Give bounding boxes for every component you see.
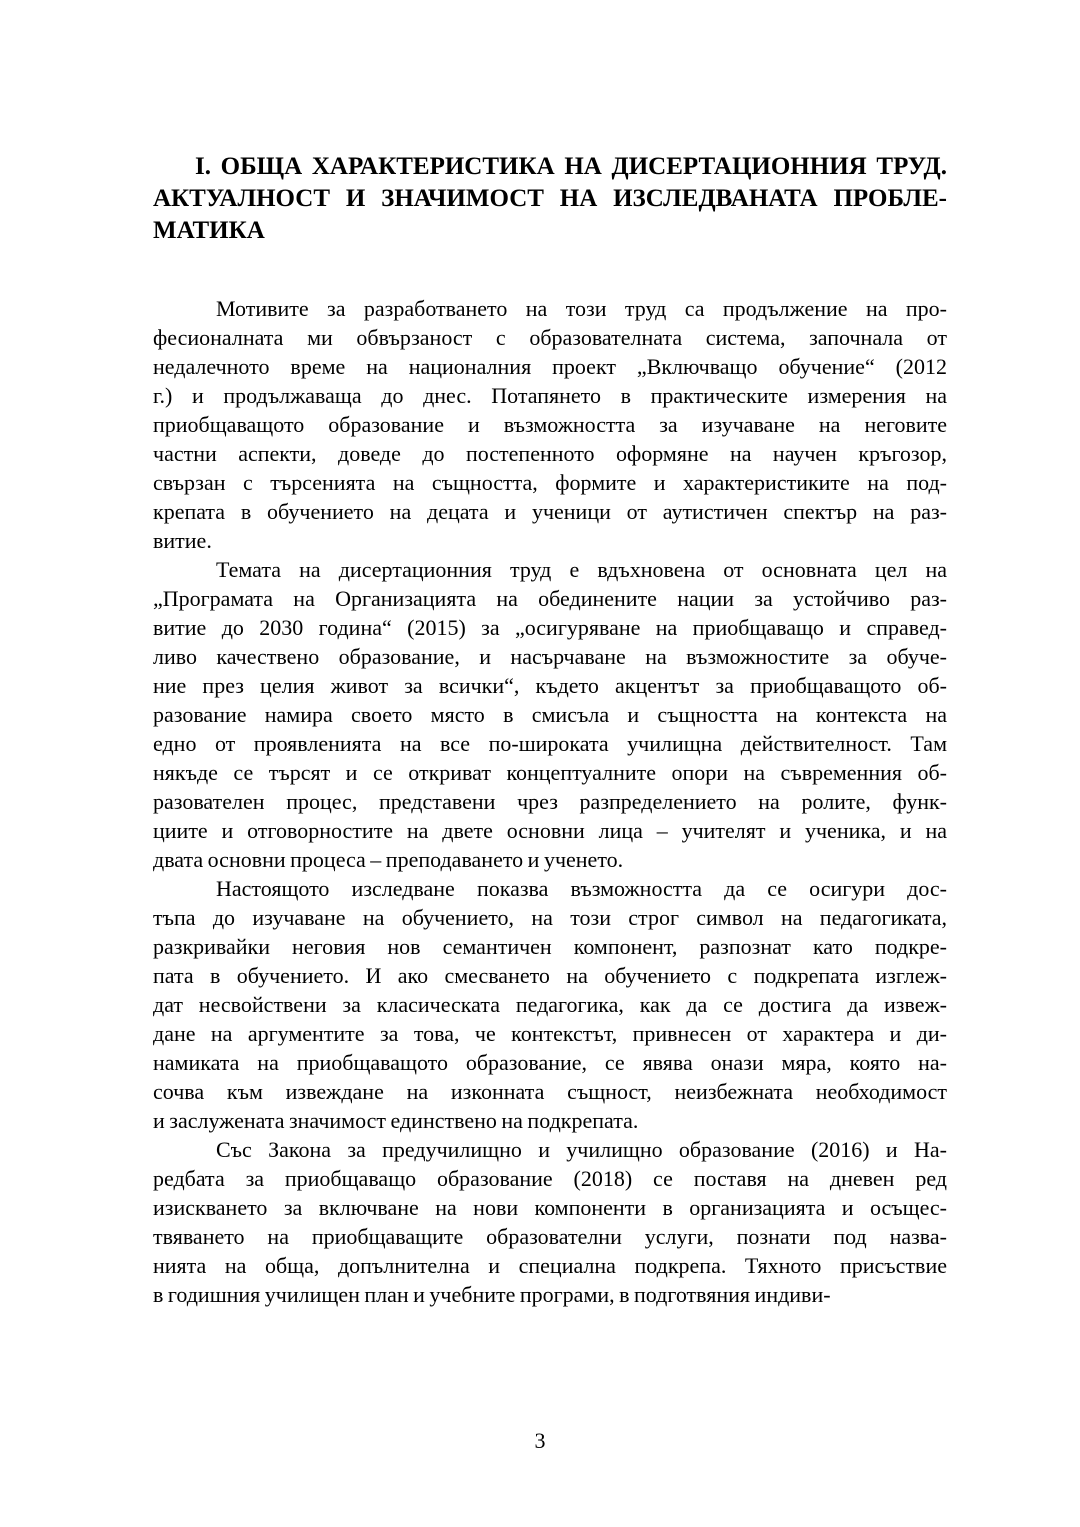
text-line: изискването за включване на нови компоненти в организацията и осъщес- <box>153 1195 947 1220</box>
text-line: г.) и продължаваща до днес. Потапянето в практическите измерения на <box>153 383 947 408</box>
text-line: витие до 2030 година“ (2015) за „осигуряване на приобщаващо и справед- <box>153 615 947 640</box>
text-line: дат несвойствени за класическата педагогика, как да се достига да извеж- <box>153 992 947 1017</box>
text-line: намиката на приобщаващото образование, се явява онази мяра, която на- <box>153 1050 947 1075</box>
text-line: „Програмата на Организацията на обединените нации за устойчиво раз- <box>153 586 947 611</box>
text-line: твяването на приобщаващите образователни услуги, познати под назва- <box>153 1224 947 1249</box>
text-line: крепата в обучението на децата и ученици от аутистичен спектър на раз- <box>153 499 947 524</box>
text-line: Настоящото изследване показва възможността да се осигури дос- <box>216 876 947 901</box>
text-line: тъпа до изучаване на обучението, на този строг символ на педагогиката, <box>153 905 947 930</box>
text-line: свързан с търсенията на същността, формите и характеристиките на под- <box>153 470 947 495</box>
text-line: разкривайки неговия нов семантичен компонент, разпознат като подкре- <box>153 934 947 959</box>
text-block <box>153 151 947 1309</box>
text-line: частни аспекти, доведе до постепенното оформяне на научен кръгозор, <box>153 441 947 466</box>
text-line: пата в обучението. И ако смесването на обучението с подкрепата изглеж- <box>153 963 947 988</box>
text-line: I. ОБЩА ХАРАКТЕРИСТИКА НА ДИСЕРТАЦИОННИЯ ТРУД. <box>195 153 947 180</box>
text-line: циите и отговорностите на двете основни лица – учителят и ученика, и на <box>153 818 947 843</box>
paragraph <box>153 874 947 1135</box>
body-paragraphs <box>153 294 947 1309</box>
paragraph <box>153 294 947 555</box>
text-line: разователен процес, представени чрез разпределението на ролите, функ- <box>153 789 947 814</box>
text-line: някъде се търсят и се откриват концептуалните опори на съвременния об- <box>153 760 947 785</box>
text-line: в годишния училищен план и учебните програми, в подготвяния индиви- <box>153 1282 831 1307</box>
chapter-heading <box>153 151 947 247</box>
text-line: нията на обща, допълнителна и специална подкрепа. Тяхното присъствие <box>153 1253 947 1278</box>
text-line: ливо качествено образование, и насърчаване на възможностите за обуче- <box>153 644 947 669</box>
text-line: Мотивите за разработването на този труд са продължение на про- <box>216 296 947 321</box>
text-line: разование намира своето място в смисъла и същността на контекста на <box>153 702 947 727</box>
paragraph <box>153 555 947 874</box>
paragraph <box>153 1135 947 1309</box>
text-line: и заслужената значимост единствено на подкрепата. <box>153 1108 639 1133</box>
text-line: ние през целия живот за всички“, където акцентът за приобщаващото об- <box>153 673 947 698</box>
text-line: двата основни процеса – преподаването и ученето. <box>153 847 624 872</box>
page-number: 3 <box>534 1428 546 1453</box>
text-line: Темата на дисертационния труд е вдъхновена от основната цел на <box>216 557 947 582</box>
text-line: недалечното време на националния проект „Включващо обучение“ (2012 <box>153 354 947 379</box>
text-line: приобщаващото образование и възможността за изучаване на неговите <box>153 412 947 437</box>
text-line: МАТИКА <box>153 217 265 244</box>
text-line: Със Закона за предучилищно и училищно образование (2016) и На- <box>216 1137 947 1162</box>
text-line: витие. <box>153 528 212 553</box>
text-line: редбата за приобщаващо образование (2018) се поставя на дневен ред <box>153 1166 947 1191</box>
text-line: АКТУАЛНОСТ И ЗНАЧИМОСТ НА ИЗСЛЕДВАНАТА ПРОБЛЕ- <box>153 185 947 212</box>
text-line: дане на аргументите за това, че контекстът, привнесен от характера и ди- <box>153 1021 947 1046</box>
text-line: сочва към извеждане на изконната същност, неизбежната необходимост <box>153 1079 947 1104</box>
text-line: фесионалната ми обвързаност с образователната система, започнала от <box>153 325 947 350</box>
text-line: едно от проявленията на все по-широката училищна действителност. Там <box>153 731 947 756</box>
